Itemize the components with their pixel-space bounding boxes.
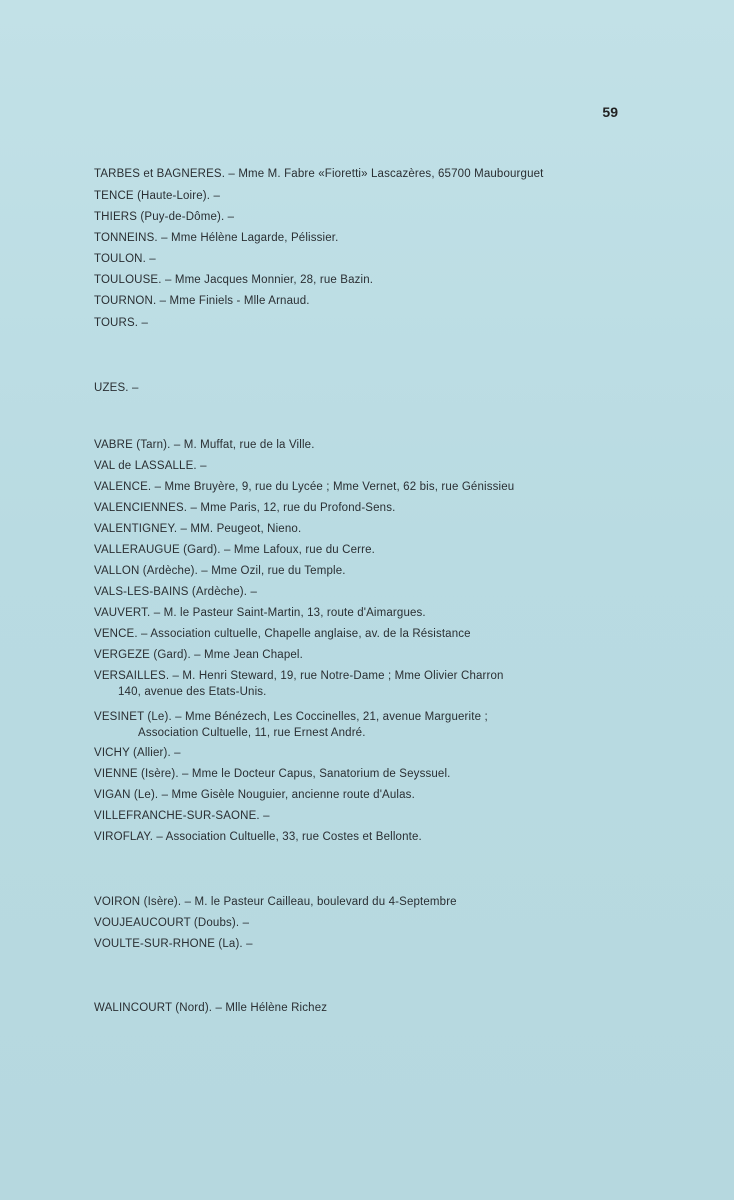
list-item: TOURS. – [94, 317, 149, 329]
list-item: TOULON. – [94, 253, 156, 265]
list-item: VIENNE (Isère). – Mme le Docteur Capus, Sanatorium de Seyssuel. [94, 768, 451, 780]
list-item: VOIRON (Isère). – M. le Pasteur Cailleau, boulevard du 4-Septembre [94, 896, 457, 908]
list-item: TARBES et BAGNERES. – Mme M. Fabre «Fioretti» Lascazères, 65700 Maubourguet [94, 168, 544, 180]
list-item: VICHY (Allier). – [94, 747, 181, 759]
list-item: TENCE (Haute-Loire). – [94, 190, 221, 202]
list-item: VALLON (Ardèche). – Mme Ozil, rue du Temple. [94, 565, 346, 577]
list-item: TOULOUSE. – Mme Jacques Monnier, 28, rue Bazin. [94, 274, 374, 286]
list-item: VESINET (Le). – Mme Bénézech, Les Coccinelles, 21, avenue Marguerite ; Association Cultuelle, 11, rue Ernest André. [94, 711, 488, 739]
list-item: VALENTIGNEY. – MM. Peugeot, Nieno. [94, 523, 302, 535]
list-item: VALLERAUGUE (Gard). – Mme Lafoux, rue du Cerre. [94, 544, 376, 556]
list-item: VALS-LES-BAINS (Ardèche). – [94, 586, 257, 598]
list-item: VERSAILLES. – M. Henri Steward, 19, rue Notre-Dame ; Mme Olivier Charron 140, avenue des Etats-Unis. [94, 670, 504, 698]
list-item: THIERS (Puy-de-Dôme). – [94, 211, 235, 223]
list-item: VABRE (Tarn). – M. Muffat, rue de la Ville. [94, 439, 315, 451]
list-item: VERGEZE (Gard). – Mme Jean Chapel. [94, 649, 303, 661]
page-number: 59 [602, 104, 618, 120]
list-item: VIGAN (Le). – Mme Gisèle Nouguier, ancienne route d'Aulas. [94, 789, 415, 801]
list-item: VILLEFRANCHE-SUR-SAONE. – [94, 810, 270, 822]
list-item: VALENCE. – Mme Bruyère, 9, rue du Lycée ; Mme Vernet, 62 bis, rue Génissieu [94, 481, 515, 493]
list-item: VALENCIENNES. – Mme Paris, 12, rue du Profond-Sens. [94, 502, 396, 514]
list-item: VOUJEAUCOURT (Doubs). – [94, 917, 250, 929]
list-item: TONNEINS. – Mme Hélène Lagarde, Pélissier. [94, 232, 339, 244]
list-item: VIROFLAY. – Association Cultuelle, 33, rue Costes et Bellonte. [94, 831, 422, 843]
list-item: TOURNON. – Mme Finiels - Mlle Arnaud. [94, 295, 310, 307]
list-item: VOULTE-SUR-RHONE (La). – [94, 938, 253, 950]
list-item: UZES. – [94, 382, 139, 394]
list-item: VAL de LASSALLE. – [94, 460, 207, 472]
list-item: VAUVERT. – M. le Pasteur Saint-Martin, 13, route d'Aimargues. [94, 607, 426, 619]
list-item: VENCE. – Association cultuelle, Chapelle anglaise, av. de la Résistance [94, 628, 471, 640]
list-item: WALINCOURT (Nord). – Mlle Hélène Richez [94, 1002, 328, 1014]
